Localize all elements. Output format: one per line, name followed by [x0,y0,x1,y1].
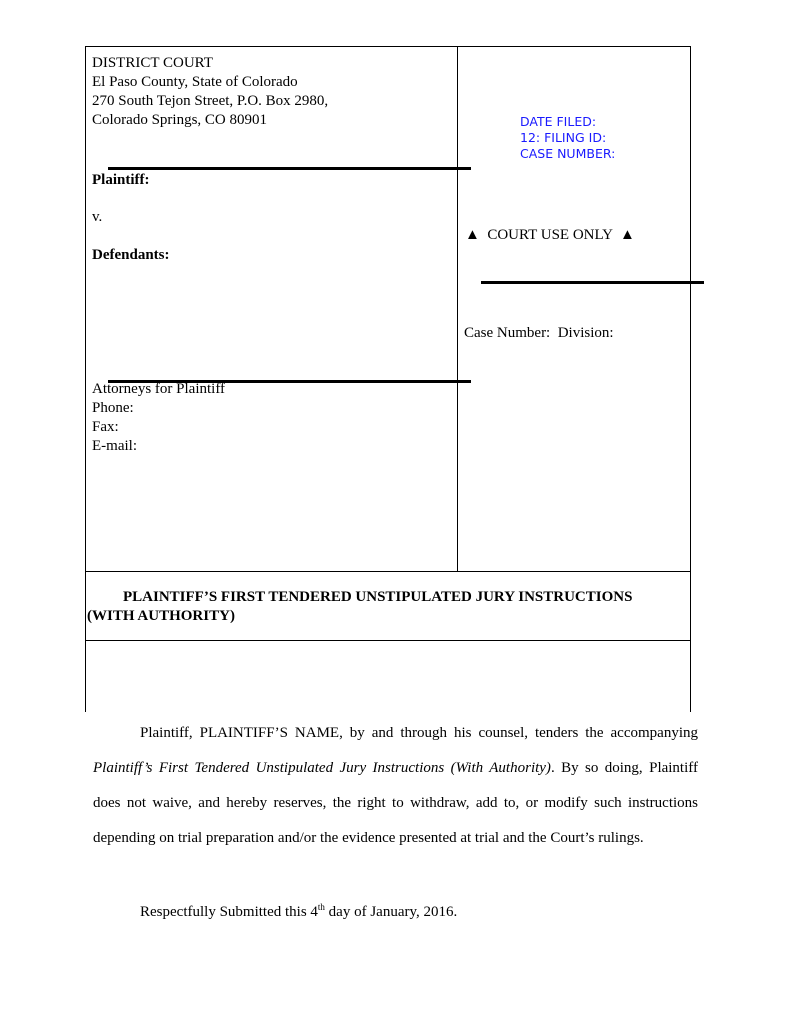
case-number-division: Case Number: Division: [464,325,614,341]
document-title-line2: (WITH AUTHORITY) [87,608,235,624]
caption-top-border [85,46,691,47]
court-name: DISTRICT COURT [92,55,213,71]
submission-line [140,903,457,922]
plaintiff-separator [108,167,471,170]
filing-info [520,114,615,162]
fax-label: Fax: [92,419,119,435]
date-filed: DATE FILED: [520,114,597,129]
submitted-prefix: Respectfully Submitted this 4 [140,904,318,920]
court-county: El Paso County, State of Colorado [92,74,298,90]
body-intro: Plaintiff, PLAINTIFF’S NAME, by and through his counsel, tenders the accompanying [140,725,698,741]
submitted-sup: th [317,902,325,912]
body-italic-title: Plaintiff’s First Tendered Unstipulated Jury Instructions (With Authority) [93,760,551,776]
title-top-border [85,571,691,572]
court-address [92,54,328,130]
body-rest: . By so doing, Plaintiff does not waive, and hereby reserves, the right to withdraw, add to, or modify such instructions depending on trial preparation and/or the evidence presented at trial and the Court’s rulings. [93,760,698,846]
court-address-line2: Colorado Springs, CO 80901 [92,112,268,128]
phone-label: Phone: [92,400,134,416]
attorney-block [92,380,225,456]
document-title-line1: PLAINTIFF’S FIRST TENDERED UNSTIPULATED JURY INSTRUCTIONS [123,589,633,605]
email-label: E-mail: [92,438,137,454]
attorneys-label: Attorneys for Plaintiff [92,381,226,397]
defendants-label: Defendants: [92,247,170,263]
court-use-only: ▲ COURT USE ONLY ▲ [465,227,635,243]
case-number-stamp: CASE NUMBER: [520,146,616,161]
plaintiff-label: Plaintiff: [92,172,150,188]
caption-center-divider [457,46,458,572]
court-use-separator [481,281,704,284]
title-bottom-border [85,640,691,641]
versus: v. [92,209,103,225]
caption-left-border [85,46,86,712]
body-paragraph [93,716,698,856]
filing-id: 12: FILING ID: [520,130,607,145]
court-address-line1: 270 South Tejon Street, P.O. Box 2980, [92,93,329,109]
caption-right-border [690,46,691,712]
submitted-suffix: day of January, 2016. [324,904,458,920]
